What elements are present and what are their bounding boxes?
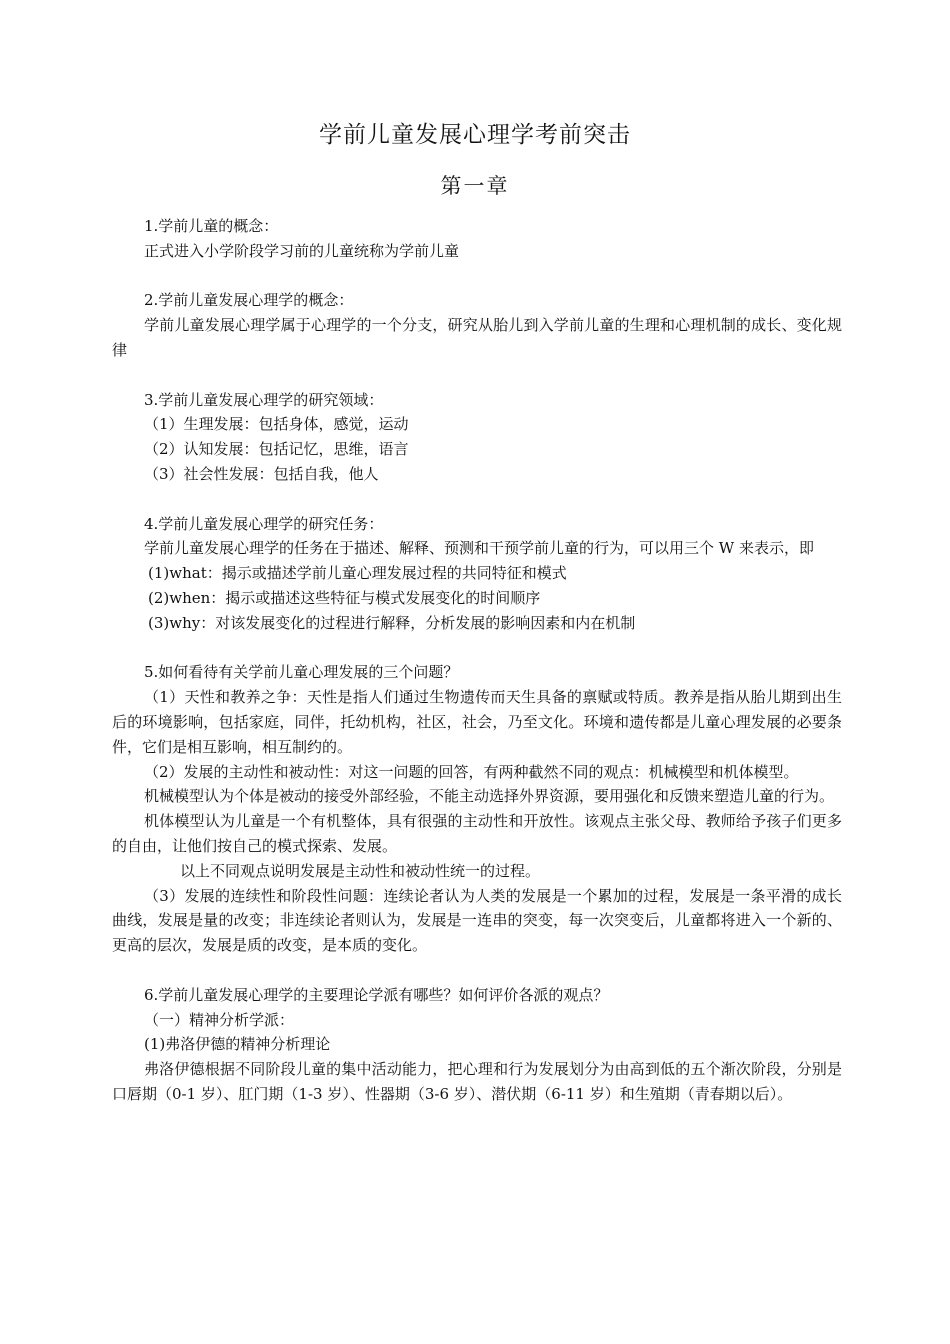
section-4-item: (1)what：揭示或描述学前儿童心理发展过程的共同特征和模式: [148, 564, 567, 583]
document-title: 学前儿童发展心理学考前突击: [319, 122, 631, 148]
section-6-heading: 6.学前儿童发展心理学的主要理论学派有哪些？如何评价各派的观点？: [144, 985, 609, 1004]
section-5-paragraph: （3）发展的连续性和阶段性问题：连续论者认为人类的发展是一个累加的过程，发展是一条平滑的成长曲线，发展是量的改变；非连续论者则认为，发展是一连串的突变，每一次突变后，儿童都将进入一个新的、更高的层次，发展是质的改变，是本质的变化。: [112, 886, 842, 955]
section-3-item: （2）认知发展：包括记忆，思维，语言: [144, 440, 409, 459]
section-3-heading: 3.学前儿童发展心理学的研究领域：: [144, 390, 384, 409]
section-4-item: (3)why：对该发展变化的过程进行解释，分析发展的影响因素和内在机制: [148, 613, 636, 632]
section-5-paragraph: 以上不同观点说明发展是主动性和被动性统一的过程。: [180, 861, 541, 880]
section-5-paragraph: 机械模型认为个体是被动的接受外部经验，不能主动选择外界资源，要用强化和反馈来塑造儿童的行为。: [144, 787, 835, 806]
document-body: [112, 214, 842, 1107]
section-4-item: (2)when：揭示或描述这些特征与模式发展变化的时间顺序: [148, 588, 541, 607]
section-6-subheading: (1)弗洛伊德的精神分析理论: [144, 1035, 331, 1054]
section-1-heading: 1.学前儿童的概念：: [144, 217, 279, 235]
section-3-item: （1）生理发展：包括身体，感觉，运动: [144, 415, 409, 434]
section-2-text: 学前儿童发展心理学属于心理学的一个分支，研究从胎儿到入学前儿童的生理和心理机制的成长、变化规律: [112, 316, 842, 359]
section-3-item: （3）社会性发展：包括自我，他人: [144, 464, 379, 483]
section-5-heading: 5.如何看待有关学前儿童心理发展的三个问题？: [144, 663, 459, 682]
section-5-paragraph: 机体模型认为儿童是一个有机整体，具有很强的主动性和开放性。该观点主张父母、教师给予孩子们更多的自由，让他们按自己的模式探索、发展。: [112, 812, 842, 855]
chapter-heading: 第一章: [440, 174, 510, 198]
section-6-text: 弗洛伊德根据不同阶段儿童的集中活动能力，把心理和行为发展划分为由高到低的五个渐次阶段，分别是口唇期（0-1 岁）、肛门期（1-3 岁）、性器期（3-6 岁）、潜伏期（6-11 岁）和生殖期（青春期以后）。: [112, 1060, 842, 1103]
section-1-text: 正式进入小学阶段学习前的儿童统称为学前儿童: [144, 241, 460, 260]
section-4-text: 学前儿童发展心理学的任务在于描述、解释、预测和干预学前儿童的行为，可以用三个 W 来表示，即: [144, 539, 814, 558]
section-4-heading: 4.学前儿童发展心理学的研究任务：: [144, 514, 384, 533]
section-5-paragraph: （2）发展的主动性和被动性：对这一问题的回答，有两种截然不同的观点：机械模型和机体模型。: [144, 762, 799, 781]
section-6-subheading: （一）精神分析学派：: [144, 1010, 295, 1029]
section-5-paragraph: （1）天性和教养之争：天性是指人们通过生物遗传而天生具备的禀赋或特质。教养是指从胎儿期到出生后的环境影响，包括家庭，同伴，托幼机构，社区，社会，乃至文化。环境和遗传都是儿童心理发展的必要条件，它们是相互影响，相互制约的。: [112, 688, 842, 756]
section-2-heading: 2.学前儿童发展心理学的概念：: [144, 291, 354, 310]
